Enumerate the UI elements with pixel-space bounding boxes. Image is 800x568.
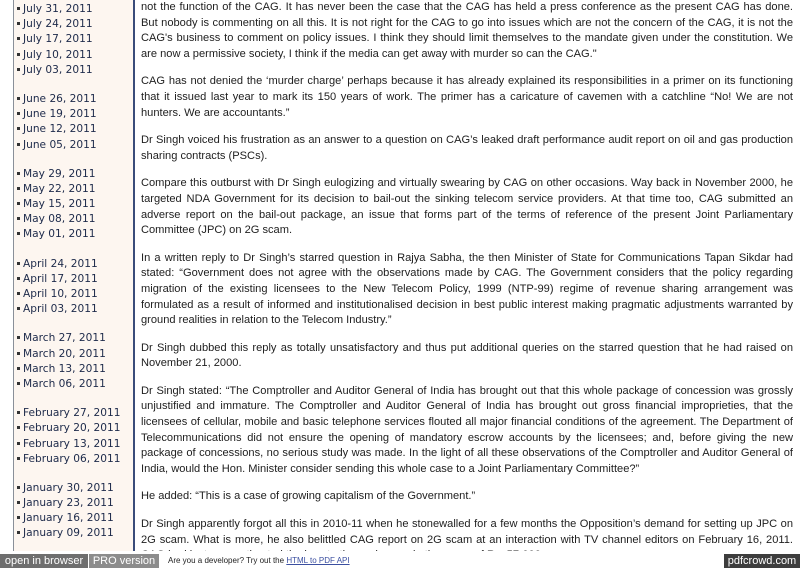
article-body bbox=[141, 0, 793, 551]
bullet-icon bbox=[17, 292, 20, 295]
archive-link[interactable] bbox=[14, 197, 133, 212]
archive-link[interactable] bbox=[14, 48, 133, 63]
archive-group-april bbox=[14, 257, 133, 318]
bullet-icon bbox=[17, 202, 20, 205]
archive-link-label[interactable]: February 13, 2011 bbox=[23, 437, 121, 450]
bullet-icon bbox=[17, 352, 20, 355]
archive-link-label[interactable]: March 06, 2011 bbox=[23, 377, 106, 390]
archive-link[interactable] bbox=[14, 526, 133, 541]
bullet-icon bbox=[17, 367, 20, 370]
bullet-icon bbox=[17, 426, 20, 429]
archive-link[interactable] bbox=[14, 377, 133, 392]
bullet-icon bbox=[17, 336, 20, 339]
archive-link[interactable] bbox=[14, 287, 133, 302]
archive-link-label[interactable]: May 08, 2011 bbox=[23, 213, 96, 226]
bullet-icon bbox=[17, 112, 20, 115]
bullet-icon bbox=[17, 172, 20, 175]
bullet-icon bbox=[17, 97, 20, 100]
archive-group-june bbox=[14, 92, 133, 153]
archive-link[interactable] bbox=[14, 227, 133, 242]
developer-prompt bbox=[168, 555, 350, 567]
archive-link[interactable] bbox=[14, 496, 133, 511]
archive-link[interactable] bbox=[14, 92, 133, 107]
archive-group-may bbox=[14, 167, 133, 243]
archive-link[interactable] bbox=[14, 347, 133, 362]
archive-link[interactable] bbox=[14, 107, 133, 122]
article-paragraph: Compare this outburst with Dr Singh eulogizing and virtually swearing by CAG on other occasions. Way back in November 2000, he targeted NDA Government for its decision to bail-out the sinking telecom service providers. At that time too, CAG submitted an adverse report on the bail-out package, an issue that forms part of the terms of reference of the present Joint Parliamentary Committee (JPC) on 2G scam. bbox=[141, 177, 793, 237]
open-in-browser-button[interactable]: open in browser bbox=[0, 554, 88, 568]
article-paragraph: He added: “This is a case of growing capitalism of the Government.” bbox=[141, 490, 476, 503]
archive-link-label[interactable]: April 10, 2011 bbox=[23, 288, 98, 300]
bullet-icon bbox=[17, 217, 20, 220]
archive-link-label[interactable]: February 20, 2011 bbox=[23, 422, 121, 435]
archive-link-label[interactable]: January 16, 2011 bbox=[23, 512, 114, 525]
bullet-icon bbox=[17, 53, 20, 56]
archive-link-label[interactable]: February 27, 2011 bbox=[23, 407, 121, 420]
bullet-icon bbox=[17, 127, 20, 130]
archive-link-label[interactable]: June 12, 2011 bbox=[23, 123, 97, 136]
archive-link[interactable] bbox=[14, 362, 133, 377]
archive-link-label[interactable]: January 09, 2011 bbox=[23, 527, 114, 540]
archive-link[interactable] bbox=[14, 167, 133, 182]
archive-group-july bbox=[14, 2, 133, 78]
article-paragraph: Dr Singh voiced his frustration as an answer to a question on CAG’s leaked draft performance audit report on oil and gas production sharing contracts (PSCs). bbox=[141, 134, 793, 162]
archive-link-label[interactable]: July 17, 2011 bbox=[23, 33, 93, 46]
bullet-icon bbox=[17, 68, 20, 71]
archive-link[interactable] bbox=[14, 212, 133, 227]
archive-link[interactable] bbox=[14, 302, 133, 317]
archive-link-label[interactable]: May 29, 2011 bbox=[23, 167, 96, 180]
bullet-icon bbox=[17, 531, 20, 534]
bullet-icon bbox=[17, 7, 20, 10]
bullet-icon bbox=[17, 37, 20, 40]
bullet-icon bbox=[17, 486, 20, 489]
bullet-icon bbox=[17, 187, 20, 190]
archive-link-label[interactable]: July 03, 2011 bbox=[23, 63, 93, 76]
bullet-icon bbox=[17, 22, 20, 25]
archive-link[interactable] bbox=[14, 63, 133, 78]
pdf-footer-bar bbox=[0, 551, 800, 568]
bullet-icon bbox=[17, 277, 20, 280]
article-paragraph: In a written reply to Dr Singh’s starred question in Rajya Sabha, the then Minister of State for Communications Tapan Sikdar had stated: “Government does not agree with the observations made by CAG. The Government considers that the policy regarding migration of the existing licensees to the New Telecom Policy, 1999 (NTP-99) regime of revenue sharing arrangement was formulated as a result of informed and institutionalised decision in best public interest making pragmatic adjustments warranted by ground realities in relation to the Telecom Industry.” bbox=[141, 251, 793, 327]
archive-link-label[interactable]: January 30, 2011 bbox=[23, 481, 114, 494]
html-to-pdf-api-link[interactable]: HTML to PDF API bbox=[286, 556, 350, 565]
archive-link[interactable] bbox=[14, 406, 133, 421]
bullet-icon bbox=[17, 143, 20, 146]
archive-link[interactable] bbox=[14, 331, 133, 346]
archive-link-label[interactable]: April 03, 2011 bbox=[23, 303, 98, 316]
archive-link[interactable] bbox=[14, 437, 133, 452]
archive-link[interactable] bbox=[14, 182, 133, 197]
archive-link[interactable] bbox=[14, 17, 133, 32]
bullet-icon bbox=[17, 457, 20, 460]
article-paragraph: not the function of the CAG. It has never been the case that the CAG has held a press conference as the present CAG has done. But nobody is commenting on all this. It is not right for the CAG to go into issues which are not the concern of the CAG, it is not the CAG's business to comment on policy issues. I think they should limit themselves to the mandate given under the constitution. We are now a permissive society, I think if the media can get away with murder so can the CAG." bbox=[141, 1, 793, 60]
archive-link[interactable] bbox=[14, 452, 133, 467]
bullet-icon bbox=[17, 307, 20, 310]
bullet-icon bbox=[17, 232, 20, 235]
bullet-icon bbox=[17, 262, 20, 265]
archive-sidebar bbox=[13, 0, 135, 551]
archive-link-label[interactable]: June 05, 2011 bbox=[23, 138, 97, 151]
article-paragraph: Dr Singh apparently forgot all this in 2010-11 when he stonewalled for a few months the Opposition’s demand for setting up JPC on 2G scam. What is more, he also belittled CAG report on 2G scam at an interaction with TV channel editors on February 16, 2011. bbox=[141, 518, 793, 546]
archive-link[interactable] bbox=[14, 32, 133, 47]
archive-link-label[interactable]: May 01, 2011 bbox=[23, 228, 96, 241]
archive-group-february bbox=[14, 406, 133, 467]
archive-link-label[interactable]: March 20, 2011 bbox=[23, 347, 106, 360]
archive-link-label[interactable]: June 26, 2011 bbox=[23, 92, 97, 105]
pdfcrowd-brand-link[interactable]: pdfcrowd.com bbox=[724, 554, 800, 568]
archive-link-label[interactable]: March 13, 2011 bbox=[23, 362, 106, 375]
archive-link-label[interactable]: January 23, 2011 bbox=[23, 497, 114, 510]
archive-link[interactable] bbox=[14, 511, 133, 526]
bullet-icon bbox=[17, 411, 20, 414]
archive-link[interactable] bbox=[14, 272, 133, 287]
archive-link-label[interactable]: July 31, 2011 bbox=[23, 3, 93, 15]
archive-link[interactable] bbox=[14, 257, 133, 272]
article-paragraph: Dr Singh dubbed this reply as totally unsatisfactory and thus put additional queries on the starred question that he had raised on November 21, 2000. bbox=[141, 341, 793, 370]
archive-link[interactable] bbox=[14, 2, 133, 17]
bullet-icon bbox=[17, 501, 20, 504]
archive-group-january bbox=[14, 481, 133, 542]
archive-link-label[interactable]: July 24, 2011 bbox=[23, 18, 93, 31]
archive-link[interactable] bbox=[14, 122, 133, 137]
developer-prompt-text: Are you a developer? Try out the bbox=[168, 556, 285, 565]
bullet-icon bbox=[17, 442, 20, 445]
archive-link-label[interactable]: May 15, 2011 bbox=[23, 198, 96, 211]
pro-version-button[interactable]: PRO version bbox=[89, 554, 159, 568]
archive-link-label[interactable]: March 27, 2011 bbox=[23, 332, 106, 345]
archive-link[interactable] bbox=[14, 481, 133, 496]
archive-link-label[interactable]: April 17, 2011 bbox=[23, 272, 98, 285]
article-paragraph: Dr Singh stated: “The Comptroller and Auditor General of India has brought out that this whole package of concession was grossly unjustified and immature. The Comptroller and Auditor General of India has brought out gross financial improprieties, that the licensees of cellular, mobile and basic telephone services flouted all major financial conditions of the agreement. The Department of Telecommunications did not ensure the opening of mandatory escrow accounts by the licensees; and, before giving the new package of concessions, no serious study was made. In the light of all these observations of the Comptroller and Auditor General of India, would the Hon. Minister consider sending this whole case to a Joint Parliamentary Committee?” bbox=[141, 384, 793, 475]
article-paragraph: CAG has not denied the ‘murder charge’ perhaps because it has already explained its responsibilities in a primer on its functioning that it issued last year to mark its 150 years of work. The primer has a caricature of cavemen with a catchline “No! We are not hunters. We are accountants.” bbox=[141, 75, 793, 119]
bullet-icon bbox=[17, 516, 20, 519]
archive-link-label[interactable]: June 19, 2011 bbox=[23, 108, 97, 121]
archive-link[interactable] bbox=[14, 421, 133, 436]
archive-link-label[interactable]: May 22, 2011 bbox=[23, 182, 96, 195]
archive-link-label[interactable]: February 06, 2011 bbox=[23, 452, 121, 465]
archive-link[interactable] bbox=[14, 138, 133, 153]
archive-group-march bbox=[14, 331, 133, 392]
archive-link-label[interactable]: April 24, 2011 bbox=[23, 257, 98, 270]
archive-link-label[interactable]: July 10, 2011 bbox=[23, 48, 93, 61]
bullet-icon bbox=[17, 382, 20, 385]
